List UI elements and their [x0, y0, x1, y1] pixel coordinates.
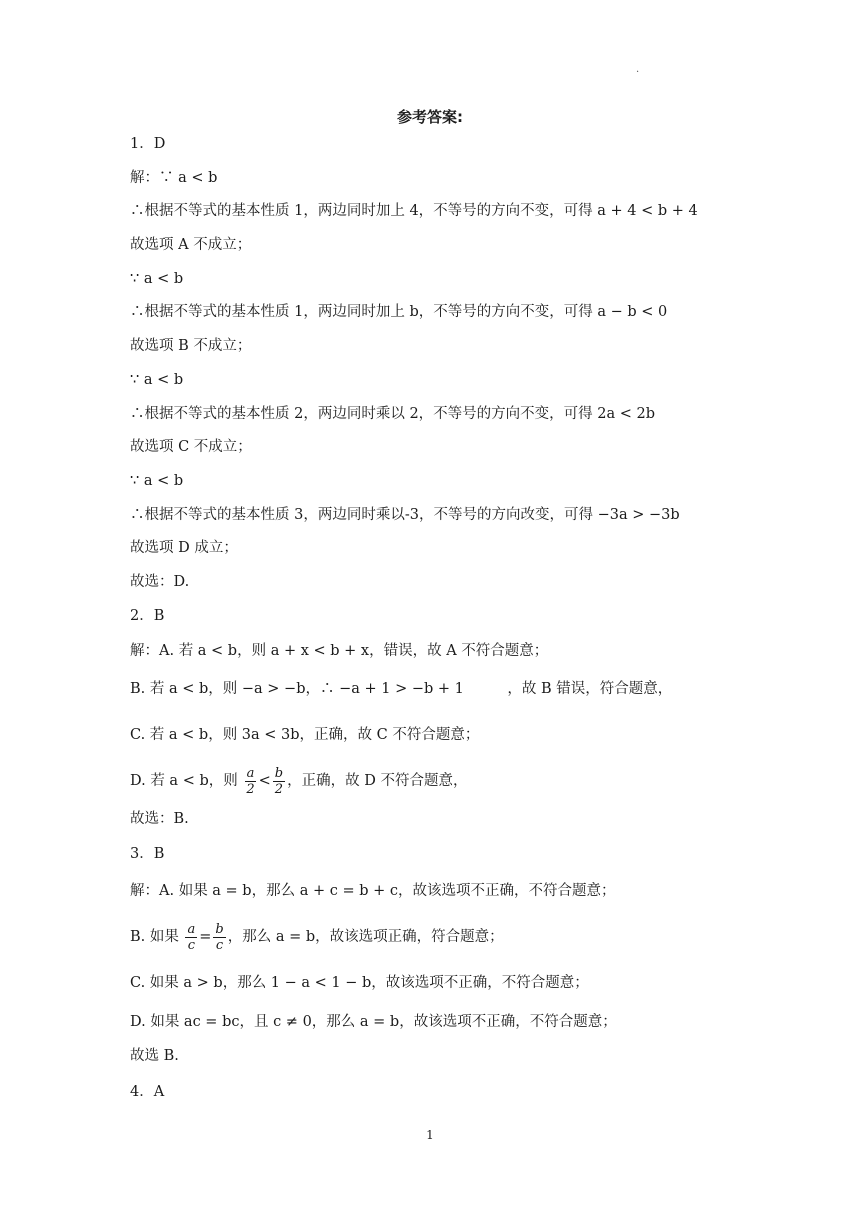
fraction — [244, 766, 256, 797]
answer-line: ∴根据不等式的基本性质 1，两边同时加上 4，不等号的方向不变，可得 a + 4 < b + 4 — [130, 203, 698, 219]
answer-line: B. 若 a < b，则 −a > −b，∴ −a + 1 > −b + 1 ，故 B 错误，符合题意， — [130, 681, 673, 697]
answer-line: ∴根据不等式的基本性质 2，两边同时乘以 2，不等号的方向不变，可得 2a < 2b — [130, 406, 656, 422]
answer-line: ∴根据不等式的基本性质 3，两边同时乘以-3，不等号的方向改变，可得 −3a > −3b — [130, 507, 680, 523]
answer-line: 故选项 A 不成立； — [130, 237, 252, 253]
operator: = — [199, 929, 212, 945]
fraction — [213, 922, 225, 953]
answer-4-heading: 4．A — [130, 1084, 165, 1100]
answer-line: 解：A. 如果 a = b，那么 a + c = b + c，故该选项不正确，不符合题意； — [130, 883, 616, 899]
numerator: a — [187, 921, 196, 937]
answer-line: 故选项 B 不成立； — [130, 338, 252, 354]
answer-line-fraction — [130, 921, 504, 953]
denominator: c — [215, 937, 224, 953]
operator: < — [258, 773, 271, 789]
fraction — [185, 922, 197, 953]
numerator: b — [215, 921, 224, 937]
answer-line: 解：A. 若 a < b，则 a + x < b + x，错误，故 A 不符合题意； — [130, 643, 549, 659]
answer-line: 故选：D. — [130, 574, 190, 590]
page-number: 1 — [426, 1128, 434, 1142]
denominator: 2 — [246, 781, 255, 797]
answer-line: 解：∵ a < b — [130, 170, 218, 186]
answer-line: ∵ a < b — [130, 271, 184, 287]
answer-line: 故选：B. — [130, 811, 189, 827]
header-dot: . — [636, 64, 640, 75]
answer-line: ∵ a < b — [130, 473, 184, 489]
numerator: b — [274, 765, 284, 781]
line-suffix: ，正确，故 D 不符合题意， — [287, 773, 468, 789]
answer-line-fraction — [130, 765, 467, 797]
answer-1-heading: 1．D — [130, 136, 166, 152]
denominator: 2 — [274, 781, 284, 797]
answer-line: ∴根据不等式的基本性质 1，两边同时加上 b，不等号的方向不变，可得 a − b < 0 — [130, 304, 668, 320]
answer-3-heading: 3．B — [130, 846, 165, 862]
answer-line: 故选 B. — [130, 1048, 179, 1064]
answer-line: 故选项 C 不成立； — [130, 439, 252, 455]
numerator: a — [246, 765, 255, 781]
answer-line: ∵ a < b — [130, 372, 184, 388]
answer-line: C. 若 a < b，则 3a < 3b，正确，故 C 不符合题意； — [130, 727, 480, 743]
answer-line: 故选项 D 成立； — [130, 540, 238, 556]
fraction — [273, 766, 285, 797]
page-title: 参考答案: — [397, 108, 463, 126]
line-prefix: B. 如果 — [130, 929, 179, 945]
line-suffix: ，那么 a = b，故该选项正确，符合题意； — [227, 929, 504, 945]
denominator: c — [187, 937, 195, 953]
answer-line: D. 如果 ac = bc，且 c ≠ 0，那么 a = b，故该选项不正确，不符合题意； — [130, 1014, 617, 1030]
line-prefix: D. 若 a < b，则 — [130, 773, 238, 789]
answer-2-heading: 2．B — [130, 608, 165, 624]
answer-line: C. 如果 a > b，那么 1 − a < 1 − b，故该选项不正确，不符合题意； — [130, 975, 589, 991]
